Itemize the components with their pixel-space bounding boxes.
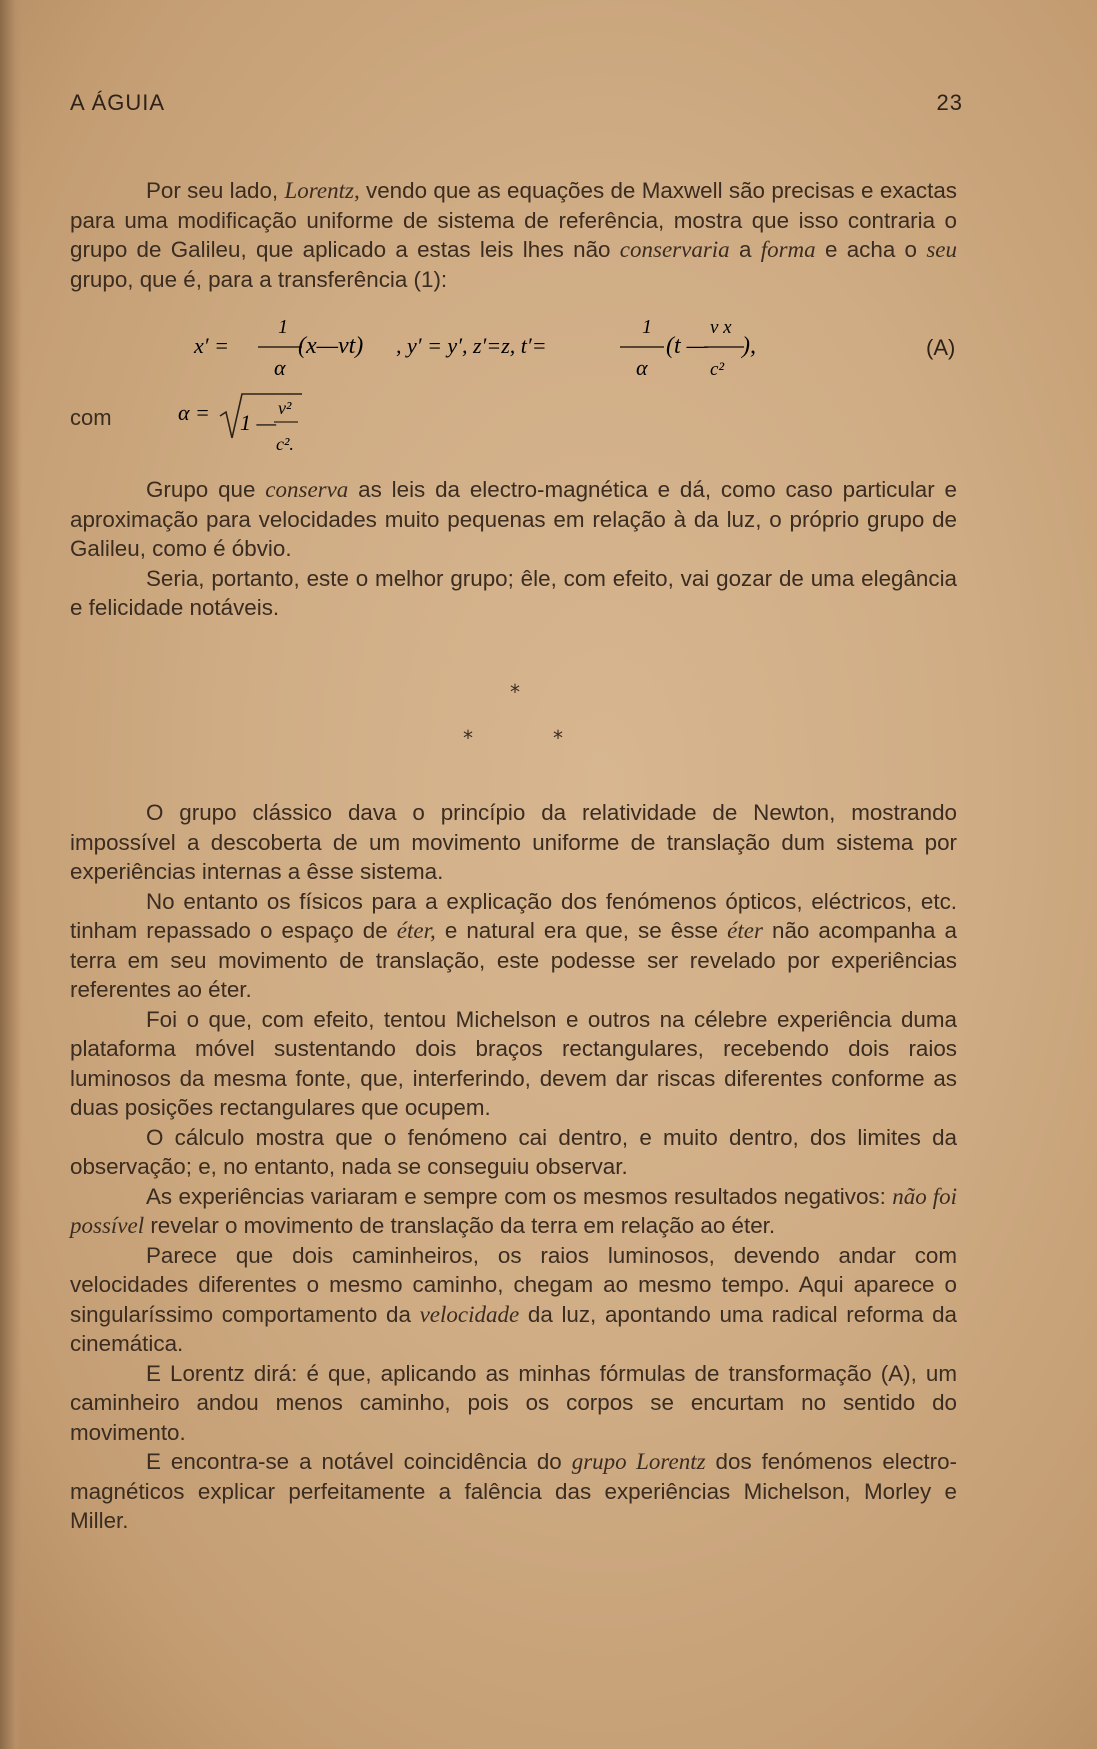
text-run: da luz, apontando uma radical reforma da cinemática. <box>70 1301 958 1356</box>
paragraph <box>70 176 957 294</box>
italic-run: velocidade <box>419 1301 520 1327</box>
formula-paren-1: (x—vt) <box>298 333 364 359</box>
alpha-one-minus: 1 — <box>240 410 277 435</box>
paragraph <box>70 1182 957 1241</box>
text-run: Grupo que <box>146 477 266 502</box>
paragraph <box>70 475 957 564</box>
page-spine-shadow <box>0 0 22 1749</box>
section-separator <box>0 680 1097 760</box>
text-run: E encontra-se a notável coincidência do <box>146 1449 572 1474</box>
alpha-lhs: α = <box>178 400 210 425</box>
text-run: O cálculo mostra que o fenómeno cai dentro, e muito dentro, dos limites da observação; e, no entanto, nada se conseguiu observar. <box>70 1124 957 1179</box>
formula-num-2: 1 <box>642 316 652 338</box>
text-run: Parece que dois caminheiros, os raios luminosos, devendo andar com velocidades diferentes o mesmo caminho, chegam ao mesmo tempo. Aqui aparece o singularíssimo comportamento da <box>70 1242 957 1327</box>
page-number: 23 <box>936 90 963 115</box>
italic-run: não foi possível <box>70 1183 958 1238</box>
formula-x-prime: x′ = <box>194 333 229 358</box>
text-run: não acompanha a terra em seu movimento de translação, este podesse ser revelado por experiências referentes ao éter. <box>70 918 957 1002</box>
formula-vx: v x <box>710 317 732 338</box>
paragraph <box>70 1123 957 1182</box>
formula-den-2: α <box>636 355 648 380</box>
separator-star-left: * <box>463 726 473 750</box>
paragraph <box>70 1359 957 1448</box>
text-run: dos fenómenos electro-magnéticos explicar perfeitamente a falência das experiências Michelson, Morley e Miller. <box>70 1449 957 1533</box>
text-run: revelar o movimento de translação da terra em relação ao éter. <box>144 1213 776 1238</box>
formula-den-1: α <box>274 355 286 380</box>
text-run: E Lorentz dirá: é que, aplicando as minhas fórmulas de transformação (A), um caminheiro andou menos caminho, pois os corpos se encurtam no sentido do movimento. <box>70 1360 957 1445</box>
alpha-v2: v² <box>278 398 292 418</box>
text-run: a <box>729 237 761 262</box>
text-run: O grupo clássico dava o princípio da relatividade de Newton, mostrando impossível a descoberta de um movimento uniforme de translação dum sistema por experiências internas a êsse sistema. <box>70 800 957 884</box>
alpha-c2: c². <box>276 434 294 454</box>
text-run: e natural era que, se êsse <box>435 918 728 943</box>
separator-star-right: * <box>553 726 563 750</box>
paragraph-block-2 <box>70 475 957 623</box>
italic-run: grupo Lorentz <box>571 1449 706 1474</box>
text-run: e acha o <box>815 237 927 262</box>
text-run: as leis da electro-magnética e dá, como caso particular e aproximação para velocidades muito pequenas em relação à da luz, o próprio grupo de Galileu, como é óbvio. <box>70 477 958 561</box>
formula-close: ), <box>742 333 756 359</box>
formula-t-part: (t — <box>666 333 708 359</box>
italic-run: conserva <box>265 477 349 502</box>
text-run: vendo que as equações de Maxwell são precisas e exactas para uma modificação uniforme de sistema de referência, mostra que isso contraria o grupo de Galileu, que aplicado a estas leis lhes não <box>70 178 957 262</box>
paragraph <box>70 564 957 623</box>
text-run: Foi o que, com efeito, tentou Michelson e outros na célebre experiência duma plataforma móvel sustentando dois braços rectangulares, recebendo dois raios luminosos da mesma fonte, que, interferindo, devem dar riscas diferentes conforme as duas posições rectangulares que ocupem. <box>70 1006 957 1120</box>
com-word: com <box>70 405 112 430</box>
italic-run: Lorentz, <box>284 178 360 203</box>
text-run: No entanto os físicos para a explicação dos fenómenos ópticos, eléctricos, etc. tinham repassado o espaço de <box>70 888 957 943</box>
alpha-formula <box>176 392 346 466</box>
paragraph <box>70 1005 957 1123</box>
text-run: grupo, que é, para a transferência (1): <box>70 266 448 292</box>
italic-run: seu <box>926 237 957 262</box>
text-run: Seria, portanto, este o melhor grupo; êle, com efeito, vai gozar de uma elegância e felicidade notáveis. <box>70 565 957 620</box>
text-run: Por seu lado, <box>146 178 285 203</box>
paragraph <box>70 1447 957 1536</box>
italic-run: conservaria <box>619 237 730 262</box>
italic-run: éter <box>727 918 763 943</box>
paragraph-block-3 <box>70 798 957 1536</box>
formula-label-a: (A) <box>926 335 956 360</box>
formula-num-1: 1 <box>278 316 288 338</box>
running-head <box>70 90 963 116</box>
paragraph <box>70 1241 957 1359</box>
separator-star-top: * <box>510 680 520 704</box>
paragraph <box>70 798 957 887</box>
formula-y-z-t: , y′ = y′, z′=z, t′= <box>396 333 547 358</box>
journal-title: A ÁGUIA <box>70 90 166 115</box>
paragraph <box>70 887 957 1005</box>
formula-a <box>190 305 960 385</box>
paragraph-block-1 <box>70 176 957 294</box>
italic-run: forma <box>760 237 816 262</box>
italic-run: éter, <box>396 918 436 943</box>
text-run: As experiências variaram e sempre com os mesmos resultados negativos: <box>146 1183 893 1209</box>
formula-c2: c² <box>710 359 725 380</box>
